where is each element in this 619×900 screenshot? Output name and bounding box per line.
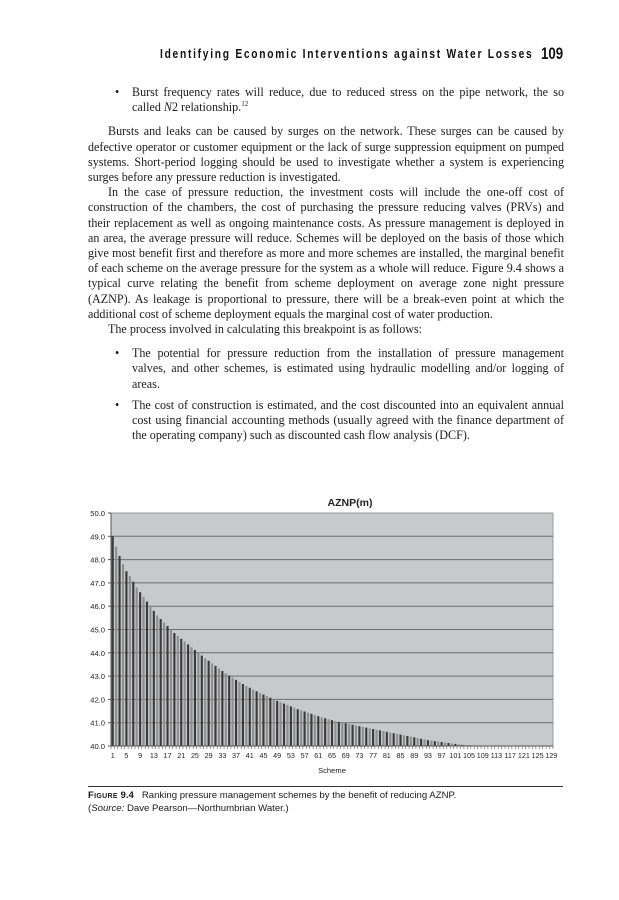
x-tick-label: 49 <box>273 751 282 760</box>
data-bar <box>286 705 288 746</box>
x-tick-label: 61 <box>314 751 323 760</box>
data-bar <box>369 728 371 746</box>
x-tick-label: 57 <box>300 751 309 760</box>
x-tick-label: 25 <box>190 751 199 760</box>
data-bar <box>324 718 326 746</box>
data-bar <box>269 698 271 746</box>
data-bar <box>317 716 319 746</box>
figure-number: 9.4 <box>120 790 134 801</box>
y-tick-label: 45.0 <box>90 625 105 635</box>
data-bar <box>417 738 419 746</box>
data-bar <box>146 602 148 746</box>
x-tick-label: 29 <box>204 751 213 760</box>
y-tick-label: 47.0 <box>90 578 105 588</box>
data-bar <box>444 743 446 746</box>
data-bar <box>238 682 240 746</box>
data-bar <box>235 680 237 746</box>
data-bar <box>232 678 234 746</box>
figure-label: Figure <box>88 790 118 801</box>
bullet-icon: • <box>115 346 120 361</box>
data-bar <box>194 650 196 746</box>
paragraph-surges: Bursts and leaks can be caused by surges on the network. These surges can be caused by defective operator or customer equipment or the lack of surge suppression equipment on pumped systems. Short-period logging should be used to investigate whether a system is experiencing surges before any pressure reduction is investigated. <box>88 124 564 185</box>
data-bar <box>386 732 388 746</box>
data-bar <box>355 725 357 746</box>
data-bar <box>214 666 216 746</box>
data-bar <box>280 702 282 746</box>
data-bar <box>423 739 425 746</box>
data-bar <box>249 688 251 746</box>
data-bar <box>351 725 353 746</box>
y-tick-label: 40.0 <box>90 742 105 751</box>
data-bar <box>115 547 117 746</box>
data-bar <box>170 630 172 747</box>
chart-title: AZNP(m) <box>327 497 373 509</box>
x-tick-label: 9 <box>138 751 143 760</box>
data-bar <box>266 696 268 746</box>
data-bar <box>293 708 295 746</box>
y-tick-label: 44.0 <box>90 648 105 658</box>
data-bar <box>410 737 412 746</box>
data-bar <box>382 731 384 746</box>
data-bar <box>201 656 203 746</box>
data-bar <box>389 732 391 746</box>
data-bar <box>218 668 220 746</box>
data-bar <box>221 671 223 746</box>
data-bar <box>396 734 398 746</box>
data-bar <box>122 564 124 746</box>
figure-caption: Figure 9.4 Ranking pressure management schemes by the benefit of reducing AZNP. (Source: Dave Pearson—Northumbrian Water.) <box>88 790 457 814</box>
data-bar <box>184 642 186 746</box>
data-bar <box>225 673 227 746</box>
data-bar <box>321 717 323 746</box>
x-tick-label: 53 <box>286 751 295 760</box>
data-bar <box>256 691 258 746</box>
source-text: Dave Pearson—Northumbrian Water.) <box>124 802 289 814</box>
data-bar <box>314 715 316 746</box>
data-bar <box>160 619 162 746</box>
data-bar <box>430 741 432 746</box>
bullet-icon: • <box>115 397 120 412</box>
caption-divider <box>88 786 563 787</box>
x-tick-label: 17 <box>163 751 172 760</box>
data-bar <box>328 719 330 746</box>
data-bar <box>187 644 189 746</box>
x-tick-label: 129 <box>545 751 558 760</box>
data-bar <box>362 727 364 746</box>
data-bar <box>345 723 347 746</box>
data-bar <box>427 740 429 746</box>
x-tick-label: 37 <box>232 751 241 760</box>
x-tick-label: 125 <box>531 751 544 760</box>
data-bar <box>276 701 278 746</box>
data-bar <box>149 606 151 746</box>
bullet-item-potential: • The potential for pressure reduction from the installation of pressure management valves, and other schemes, is estimated using hydraulic modelling and/or logging of areas. <box>115 346 564 391</box>
paragraph-pressure-reduction: In the case of pressure reduction, the investment costs will include the one-off cost of construction of the chambers, the cost of purchasing the pressure reducing valves (PRVs) and their replacement as well as ongoing maintenance costs. As pressure management is deployed in an area, the average pressure will reduce. Schemes will be deployed on the basis of those which give most benefit first and therefore as more and more schemes are installed, the marginal benefit of each scheme on the average pressure for the system as a whole will reduce. Figure 9.4 shows a typical curve relating the benefit from scheme deployment on average zone night pressure (AZNP). As leakage is proportional to pressure, there will be a break-even point at which the additional cost of scheme deployment equals the marginal cost of water production. <box>88 185 564 321</box>
data-bar <box>403 735 405 746</box>
data-bar <box>125 571 127 746</box>
body-text <box>88 85 564 443</box>
x-tick-label: 41 <box>245 751 254 760</box>
x-tick-label: 1 <box>110 751 115 760</box>
x-tick-label: 117 <box>504 751 516 760</box>
data-bar <box>197 653 199 746</box>
data-bar <box>163 623 165 746</box>
data-bar <box>136 588 138 746</box>
data-bar <box>290 706 292 746</box>
data-bar <box>173 633 175 746</box>
x-tick-label: 93 <box>423 751 432 760</box>
data-bar <box>406 736 408 746</box>
x-tick-label: 121 <box>517 751 530 760</box>
data-bar <box>399 735 401 746</box>
data-bar <box>379 730 381 746</box>
x-tick-label: 77 <box>369 751 378 760</box>
aznp-bar-chart <box>80 495 580 780</box>
running-header-title: Identifying Economic Interventions against Water Losses <box>160 47 534 61</box>
data-bar <box>334 721 336 746</box>
data-bar <box>413 737 415 746</box>
data-bar <box>297 709 299 746</box>
page-number: 109 <box>541 44 564 63</box>
x-tick-label: 21 <box>177 751 186 760</box>
data-bar <box>420 739 422 746</box>
x-tick-label: 5 <box>124 751 129 760</box>
x-tick-label: 85 <box>396 751 405 760</box>
data-bar <box>437 742 439 746</box>
x-axis-label: Scheme <box>318 766 346 775</box>
data-bar <box>375 730 377 746</box>
data-bar <box>393 733 395 746</box>
y-tick-label: 43.0 <box>90 672 105 682</box>
source-label: Source: <box>91 802 125 814</box>
y-tick-label: 50.0 <box>90 509 105 518</box>
data-bar <box>304 712 306 746</box>
x-tick-label: 65 <box>328 751 336 760</box>
x-tick-label: 69 <box>341 751 350 760</box>
data-bar <box>208 661 210 746</box>
y-tick-label: 41.0 <box>90 718 105 728</box>
x-tick-label: 113 <box>490 751 503 760</box>
data-bar <box>129 576 131 746</box>
data-bar <box>180 639 182 746</box>
x-tick-label: 109 <box>476 751 489 760</box>
data-bar <box>119 556 121 746</box>
data-bar <box>441 742 443 746</box>
data-bar <box>211 663 213 746</box>
data-bar <box>252 690 254 746</box>
data-bar <box>245 686 247 746</box>
y-tick-label: 48.0 <box>90 555 105 565</box>
data-bar <box>341 723 343 746</box>
data-bar <box>307 713 309 746</box>
x-tick-label: 101 <box>449 751 462 760</box>
data-bar <box>273 699 275 746</box>
data-bar <box>259 693 261 746</box>
y-tick-label: 49.0 <box>90 532 105 542</box>
x-tick-label: 13 <box>149 751 158 760</box>
bullet-item-cost: • The cost of construction is estimated, and the cost discounted into an equivalent annual cost using financial accounting methods (usually agreed with the finance department of the operating company) such as discounted cash flow analysis (DCF). <box>115 397 564 443</box>
x-tick-label: 105 <box>463 751 476 760</box>
x-tick-label: 73 <box>355 751 364 760</box>
data-bar <box>153 611 155 746</box>
data-bar <box>228 676 230 746</box>
x-tick-label: 89 <box>410 751 419 760</box>
data-bar <box>365 728 367 746</box>
y-tick-label: 42.0 <box>90 695 105 705</box>
data-bar <box>348 724 350 746</box>
data-bar <box>372 729 374 746</box>
data-bar <box>283 704 285 746</box>
data-bar <box>310 714 312 746</box>
data-bar <box>177 636 179 746</box>
data-bar <box>262 695 264 746</box>
data-bar <box>331 720 333 746</box>
chart-canvas <box>80 495 580 780</box>
x-tick-label: 81 <box>382 751 391 760</box>
paragraph-process-intro: The process involved in calculating this breakpoint is as follows: <box>108 322 423 337</box>
data-bar <box>142 597 144 746</box>
figure-caption-text: Ranking pressure management schemes by the benefit of reducing AZNP. <box>141 790 457 801</box>
data-bar <box>242 684 244 746</box>
data-bar <box>166 626 168 746</box>
bullet-item-burst-frequency: • Burst frequency rates will reduce, due to reduced stress on the pipe network, the so called N2 relationship.$^{12}$ <box>115 85 564 115</box>
x-tick-label: 33 <box>218 751 227 760</box>
data-bar <box>112 536 114 746</box>
y-tick-label: 46.0 <box>90 602 105 612</box>
bullet-icon: • <box>115 85 120 99</box>
data-bar <box>190 647 192 746</box>
x-tick-label: 97 <box>437 751 446 760</box>
x-tick-label: 45 <box>259 751 268 760</box>
data-bar <box>434 741 436 746</box>
footnote-ref[interactable]: 12 <box>241 100 249 109</box>
data-bar <box>156 616 158 746</box>
data-bar <box>132 582 134 746</box>
data-bar <box>139 592 141 746</box>
data-bar <box>358 726 360 746</box>
data-bar <box>338 722 340 746</box>
data-bar <box>300 710 302 746</box>
data-bar <box>204 658 206 746</box>
